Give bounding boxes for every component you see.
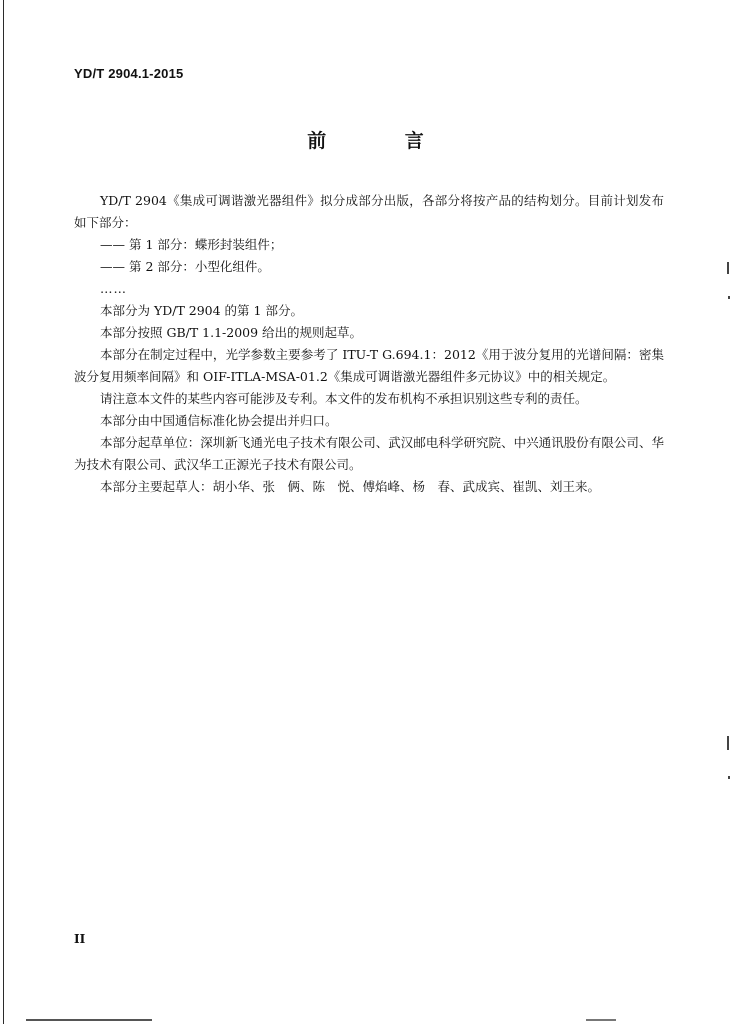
paragraph-drafting-rules: 本部分按照 GB/T 1.1-2009 给出的规则起草。: [100, 325, 363, 340]
paragraph-drafting-units: 本部分起草单位：深圳新飞通光电子技术有限公司、武汉邮电科学研究院、中兴通讯股份有限公司、华为技术有限公司、武汉华工正源光子技术有限公司。: [74, 435, 664, 472]
document-code: YD/T 2904.1-2015: [74, 66, 184, 81]
paragraph-proposer: 本部分由中国通信标准化协会提出并归口。: [100, 413, 338, 428]
foreword-body: [74, 190, 664, 498]
page-left-edge: [3, 0, 4, 1024]
list-ellipsis: ……: [100, 281, 127, 296]
scan-margin-mark: [727, 262, 729, 274]
paragraph-drafters: 本部分主要起草人：胡小华、张 俩、陈 悦、傅焰峰、杨 春、武成宾、崔凯、刘王来。: [100, 479, 601, 494]
section-title: 前 言: [307, 130, 460, 152]
paragraph-references: 本部分在制定过程中，光学参数主要参考了 ITU-T G.694.1：2012《用于波分复用的光谱间隔：密集波分复用频率间隔》和 OIF-ITLA-MSA-01.2《集成可调谐激光器组件多元协议》中的相关规定。: [74, 347, 664, 384]
page-number: II: [74, 932, 86, 946]
list-item-part-2: —— 第 2 部分：小型化组件。: [100, 259, 270, 274]
paragraph-part-statement: 本部分为 YD/T 2904 的第 1 部分。: [100, 303, 303, 318]
scan-margin-mark: [727, 736, 729, 750]
paragraph-patent-notice: 请注意本文件的某些内容可能涉及专利。本文件的发布机构不承担识别这些专利的责任。: [100, 391, 588, 406]
list-item-part-1: —— 第 1 部分：蝶形封装组件；: [100, 237, 283, 252]
scan-margin-mark: [728, 296, 730, 299]
bottom-scan-rule: [26, 1019, 152, 1021]
scan-margin-mark: [728, 776, 730, 779]
paragraph-series-intro: YD/T 2904《集成可调谐激光器组件》拟分成部分出版，各部分将按产品的结构划分。目前计划发布如下部分：: [74, 193, 664, 230]
bottom-scan-rule: [586, 1019, 616, 1021]
